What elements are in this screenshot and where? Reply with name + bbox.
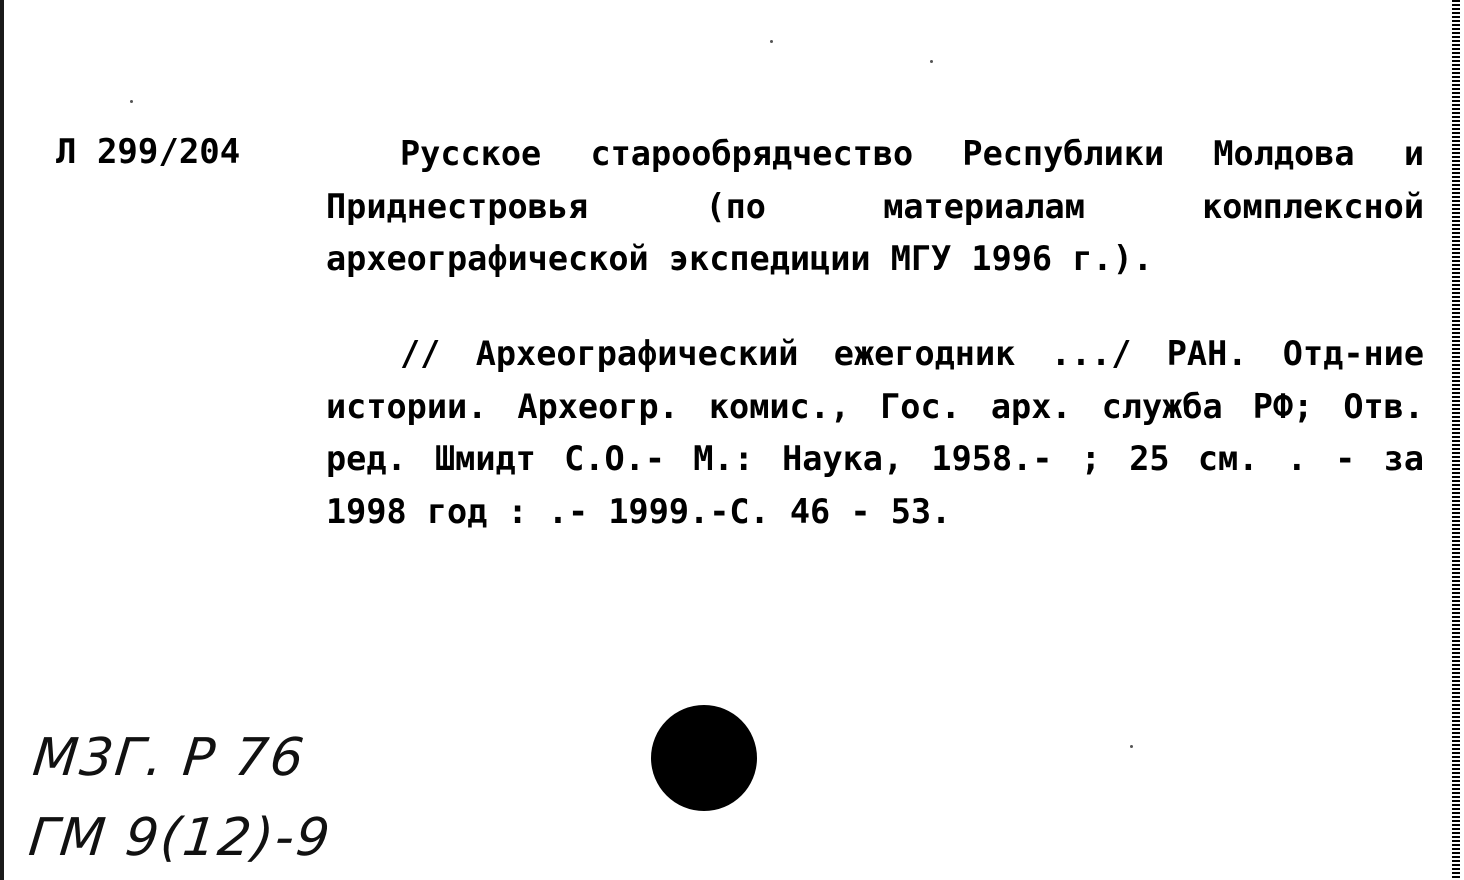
- card-left-edge: [0, 0, 4, 880]
- bibliographic-title: Русское старообрядчество Республики Молдова и Приднестровья (по материалам комплексной археографической экспедиции МГУ 1996 г.).: [326, 134, 1424, 278]
- scan-speck: [930, 60, 933, 63]
- scan-speck: [1130, 745, 1133, 748]
- scan-speck: [130, 100, 133, 103]
- handwritten-shelfmark: M3Г. P 76: [30, 728, 309, 788]
- punch-hole: [651, 705, 757, 811]
- handwritten-classification: ГM 9(12)-9: [26, 808, 335, 868]
- card-right-edge: [1452, 0, 1460, 880]
- scan-speck: [770, 40, 773, 43]
- call-number: Л 299/204: [56, 132, 241, 172]
- bibliographic-source: // Археографический ежегодник .../ РАН. Отд-ние истории. Археогр. комис., Гос. арх. служба РФ; Отв. ред. Шмидт С.О.- М.: Наука, 1958.- ; 25 см. . - за 1998 год : .- 1999.-С. 46 - 53.: [326, 334, 1424, 531]
